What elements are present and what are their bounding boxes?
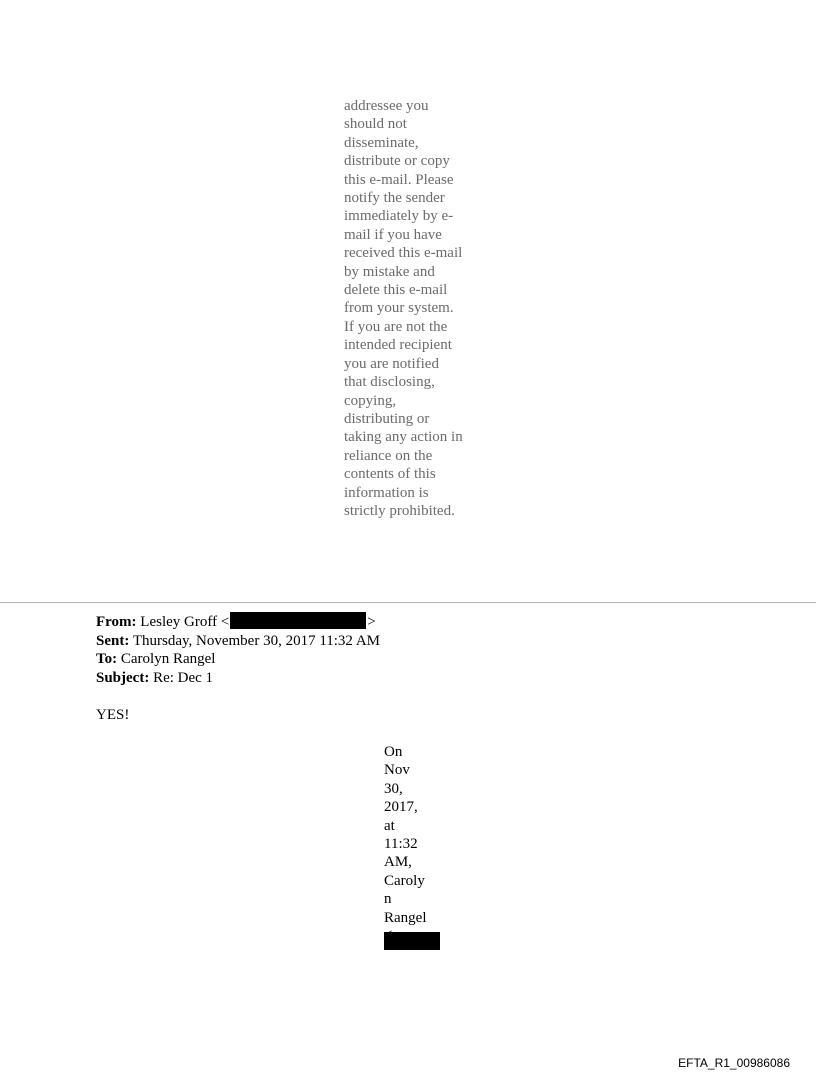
email-header (96, 612, 380, 687)
disclaimer-line: intended recipient (344, 337, 452, 354)
disclaimer-line: mail if you have (344, 226, 442, 243)
quote-line: AM, (384, 854, 412, 871)
disclaimer-line: delete this e-mail (344, 282, 448, 299)
disclaimer-line: addressee you (344, 98, 429, 114)
from-row (96, 612, 380, 632)
from-label: From: (96, 614, 137, 630)
message-divider (0, 602, 816, 603)
disclaimer-line: received this e-mail (344, 245, 463, 262)
disclaimer-line: immediately by e- (344, 208, 454, 225)
quote-line: 11:32 (384, 836, 418, 853)
quote-line: n (384, 891, 392, 908)
subject-row (96, 669, 380, 688)
subject-value: Re: Dec 1 (153, 669, 214, 686)
disclaimer-line: distributing or (344, 410, 430, 427)
subject-label: Subject: (96, 669, 150, 686)
sent-label: Sent: (96, 632, 130, 649)
to-value: Carolyn Rangel (120, 651, 216, 667)
sent-value: Thursday, November 30, 2017 11:32 AM (132, 632, 381, 649)
bates-number: EFTA_R1_00986086 (678, 1056, 790, 1070)
quote-line: 2017, (384, 799, 418, 816)
to-label: To: (96, 651, 118, 667)
quote-line: at (384, 817, 395, 834)
to-row (96, 650, 380, 669)
disclaimer-line: information is (344, 484, 429, 501)
from-name: Lesley Groff < (140, 614, 230, 630)
disclaimer-line: that disclosing, (344, 374, 435, 391)
quote-line: On (384, 744, 403, 760)
from-close: > (367, 614, 376, 630)
disclaimer-line: strictly prohibited. (344, 502, 455, 519)
disclaimer-line: from your system. (344, 300, 454, 317)
disclaimer-line: this e-mail. Please (344, 171, 454, 188)
disclaimer-line: distribute or copy (344, 153, 450, 170)
disclaimer-line: by mistake and (344, 263, 435, 280)
disclaimer-line: reliance on the (344, 447, 433, 464)
disclaimer-line: taking any action in (344, 429, 463, 446)
quote-line: 30, (384, 780, 403, 797)
disclaimer-line: disseminate, (344, 134, 419, 151)
disclaimer-line: contents of this (344, 466, 436, 483)
message-body: YES! (96, 707, 130, 723)
disclaimer-line: If you are not the (344, 318, 448, 335)
redacted-quote-email (384, 932, 440, 950)
redacted-email (230, 612, 366, 629)
quote-line: Nov (384, 762, 410, 779)
disclaimer-line: you are notified (344, 355, 439, 372)
sent-row (96, 632, 380, 651)
disclaimer-line: notify the sender (344, 190, 445, 207)
quoted-reply (384, 743, 444, 927)
quote-line: Caroly (384, 872, 425, 889)
disclaimer-text (344, 97, 476, 520)
disclaimer-line: should not (344, 116, 407, 133)
disclaimer-line: copying, (344, 392, 397, 409)
quote-line: Rangel (384, 909, 427, 926)
